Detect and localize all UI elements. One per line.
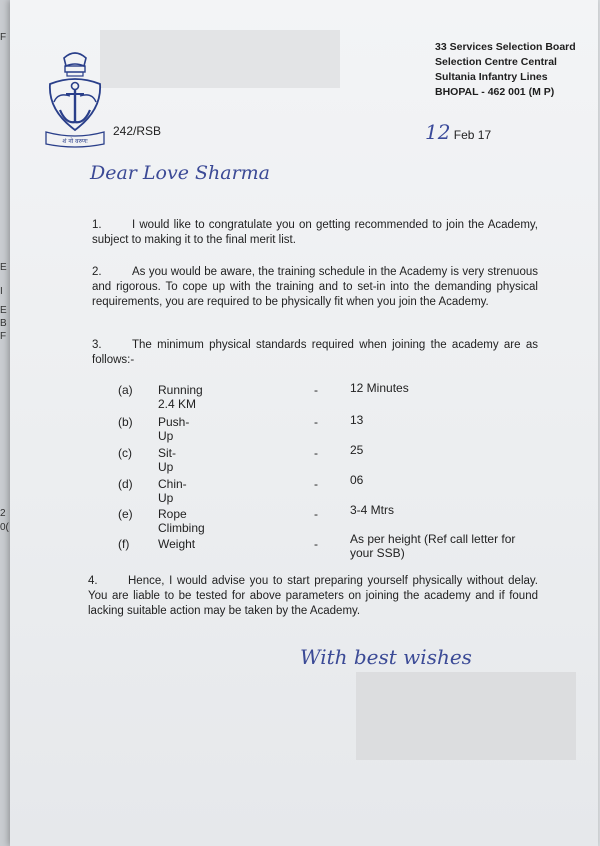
standard-label: (e)	[118, 507, 133, 521]
edge-mark: B	[0, 318, 7, 329]
letter-sheet	[10, 0, 598, 846]
paragraph	[92, 265, 538, 310]
emblem-motto: शं नो वरुणः	[62, 138, 88, 145]
navy-anchor-emblem-icon	[40, 50, 110, 150]
paragraph-text: Hence, I would advise you to start preparing yourself physically without delay. You are liable to be tested for above parameters on joining the academy and if found lacking suitable action may be taken by the Academy.	[88, 575, 538, 617]
standard-item: Running 2.4 KM	[158, 383, 203, 411]
edge-mark: F	[0, 32, 7, 43]
address-line: 33 Services Selection Board	[435, 41, 576, 53]
standard-item: Push-Up	[158, 415, 190, 443]
redacted-area	[100, 30, 340, 88]
standard-value: 13	[350, 413, 364, 427]
paragraph-text: As you would be aware, the training schedule in the Academy is very strenuous and rigorous. To cope up with the training and to set-in into the demanding physical requirements, you are required to be physically fit when you join the Academy.	[92, 266, 538, 308]
paragraph	[92, 218, 538, 248]
salutation: Dear Love Sharma	[90, 162, 271, 184]
standard-label: (f)	[118, 537, 130, 551]
standard-label: (a)	[118, 383, 133, 397]
standard-label: (d)	[118, 477, 133, 491]
paragraph-number: 1.	[92, 219, 102, 231]
paragraph-text: I would like to congratulate you on getting recommended to join the Academy, subject to making it to the final merit list.	[92, 219, 538, 246]
date-day-handwritten: 12	[425, 120, 451, 144]
letter-date	[425, 120, 491, 144]
standard-value: 06	[350, 473, 364, 487]
standard-label: (b)	[118, 415, 133, 429]
standard-dash: -	[314, 477, 318, 491]
edge-mark: 2	[0, 508, 6, 519]
reference-number: 242/RSB	[113, 124, 162, 138]
edge-mark: F	[0, 331, 7, 342]
standard-value: 12 Minutes	[350, 381, 409, 395]
redacted-signature-area	[356, 672, 576, 760]
address-line: Selection Centre Central	[435, 56, 557, 68]
date-month-year: Feb 17	[453, 128, 492, 142]
standard-dash: -	[314, 415, 318, 429]
edge-mark: E	[0, 305, 7, 316]
standard-item: Sit-Up	[158, 446, 176, 474]
standard-dash: -	[314, 507, 318, 521]
paragraph-number: 4.	[88, 575, 98, 587]
standard-value: 3-4 Mtrs	[350, 503, 395, 517]
standard-dash: -	[314, 383, 318, 397]
paragraph-number: 2.	[92, 266, 102, 278]
standard-dash: -	[314, 537, 318, 551]
standard-label: (c)	[118, 446, 132, 460]
standard-item: Chin-Up	[158, 477, 187, 505]
address-line: Sultania Infantry Lines	[435, 71, 548, 83]
standard-item: Rope Climbing	[158, 507, 205, 535]
standard-dash: -	[314, 446, 318, 460]
standard-value: 25	[350, 443, 364, 457]
edge-mark: 0(	[0, 522, 9, 533]
edge-mark: E	[0, 262, 7, 273]
paragraph	[88, 574, 538, 619]
paragraph-text: The minimum physical standards required when joining the academy are as follows:-	[92, 339, 538, 366]
paragraph-number: 3.	[92, 339, 102, 351]
address-line: BHOPAL - 462 001 (M P)	[435, 86, 555, 98]
paragraph	[92, 338, 538, 368]
edge-mark: I	[0, 286, 3, 297]
standard-value: As per height (Ref call letter for your SSB)	[350, 532, 516, 560]
handwritten-signoff: With best wishes	[300, 645, 472, 669]
sender-address	[435, 40, 576, 100]
standard-item: Weight	[158, 537, 196, 551]
adjacent-page-edge	[0, 0, 10, 846]
